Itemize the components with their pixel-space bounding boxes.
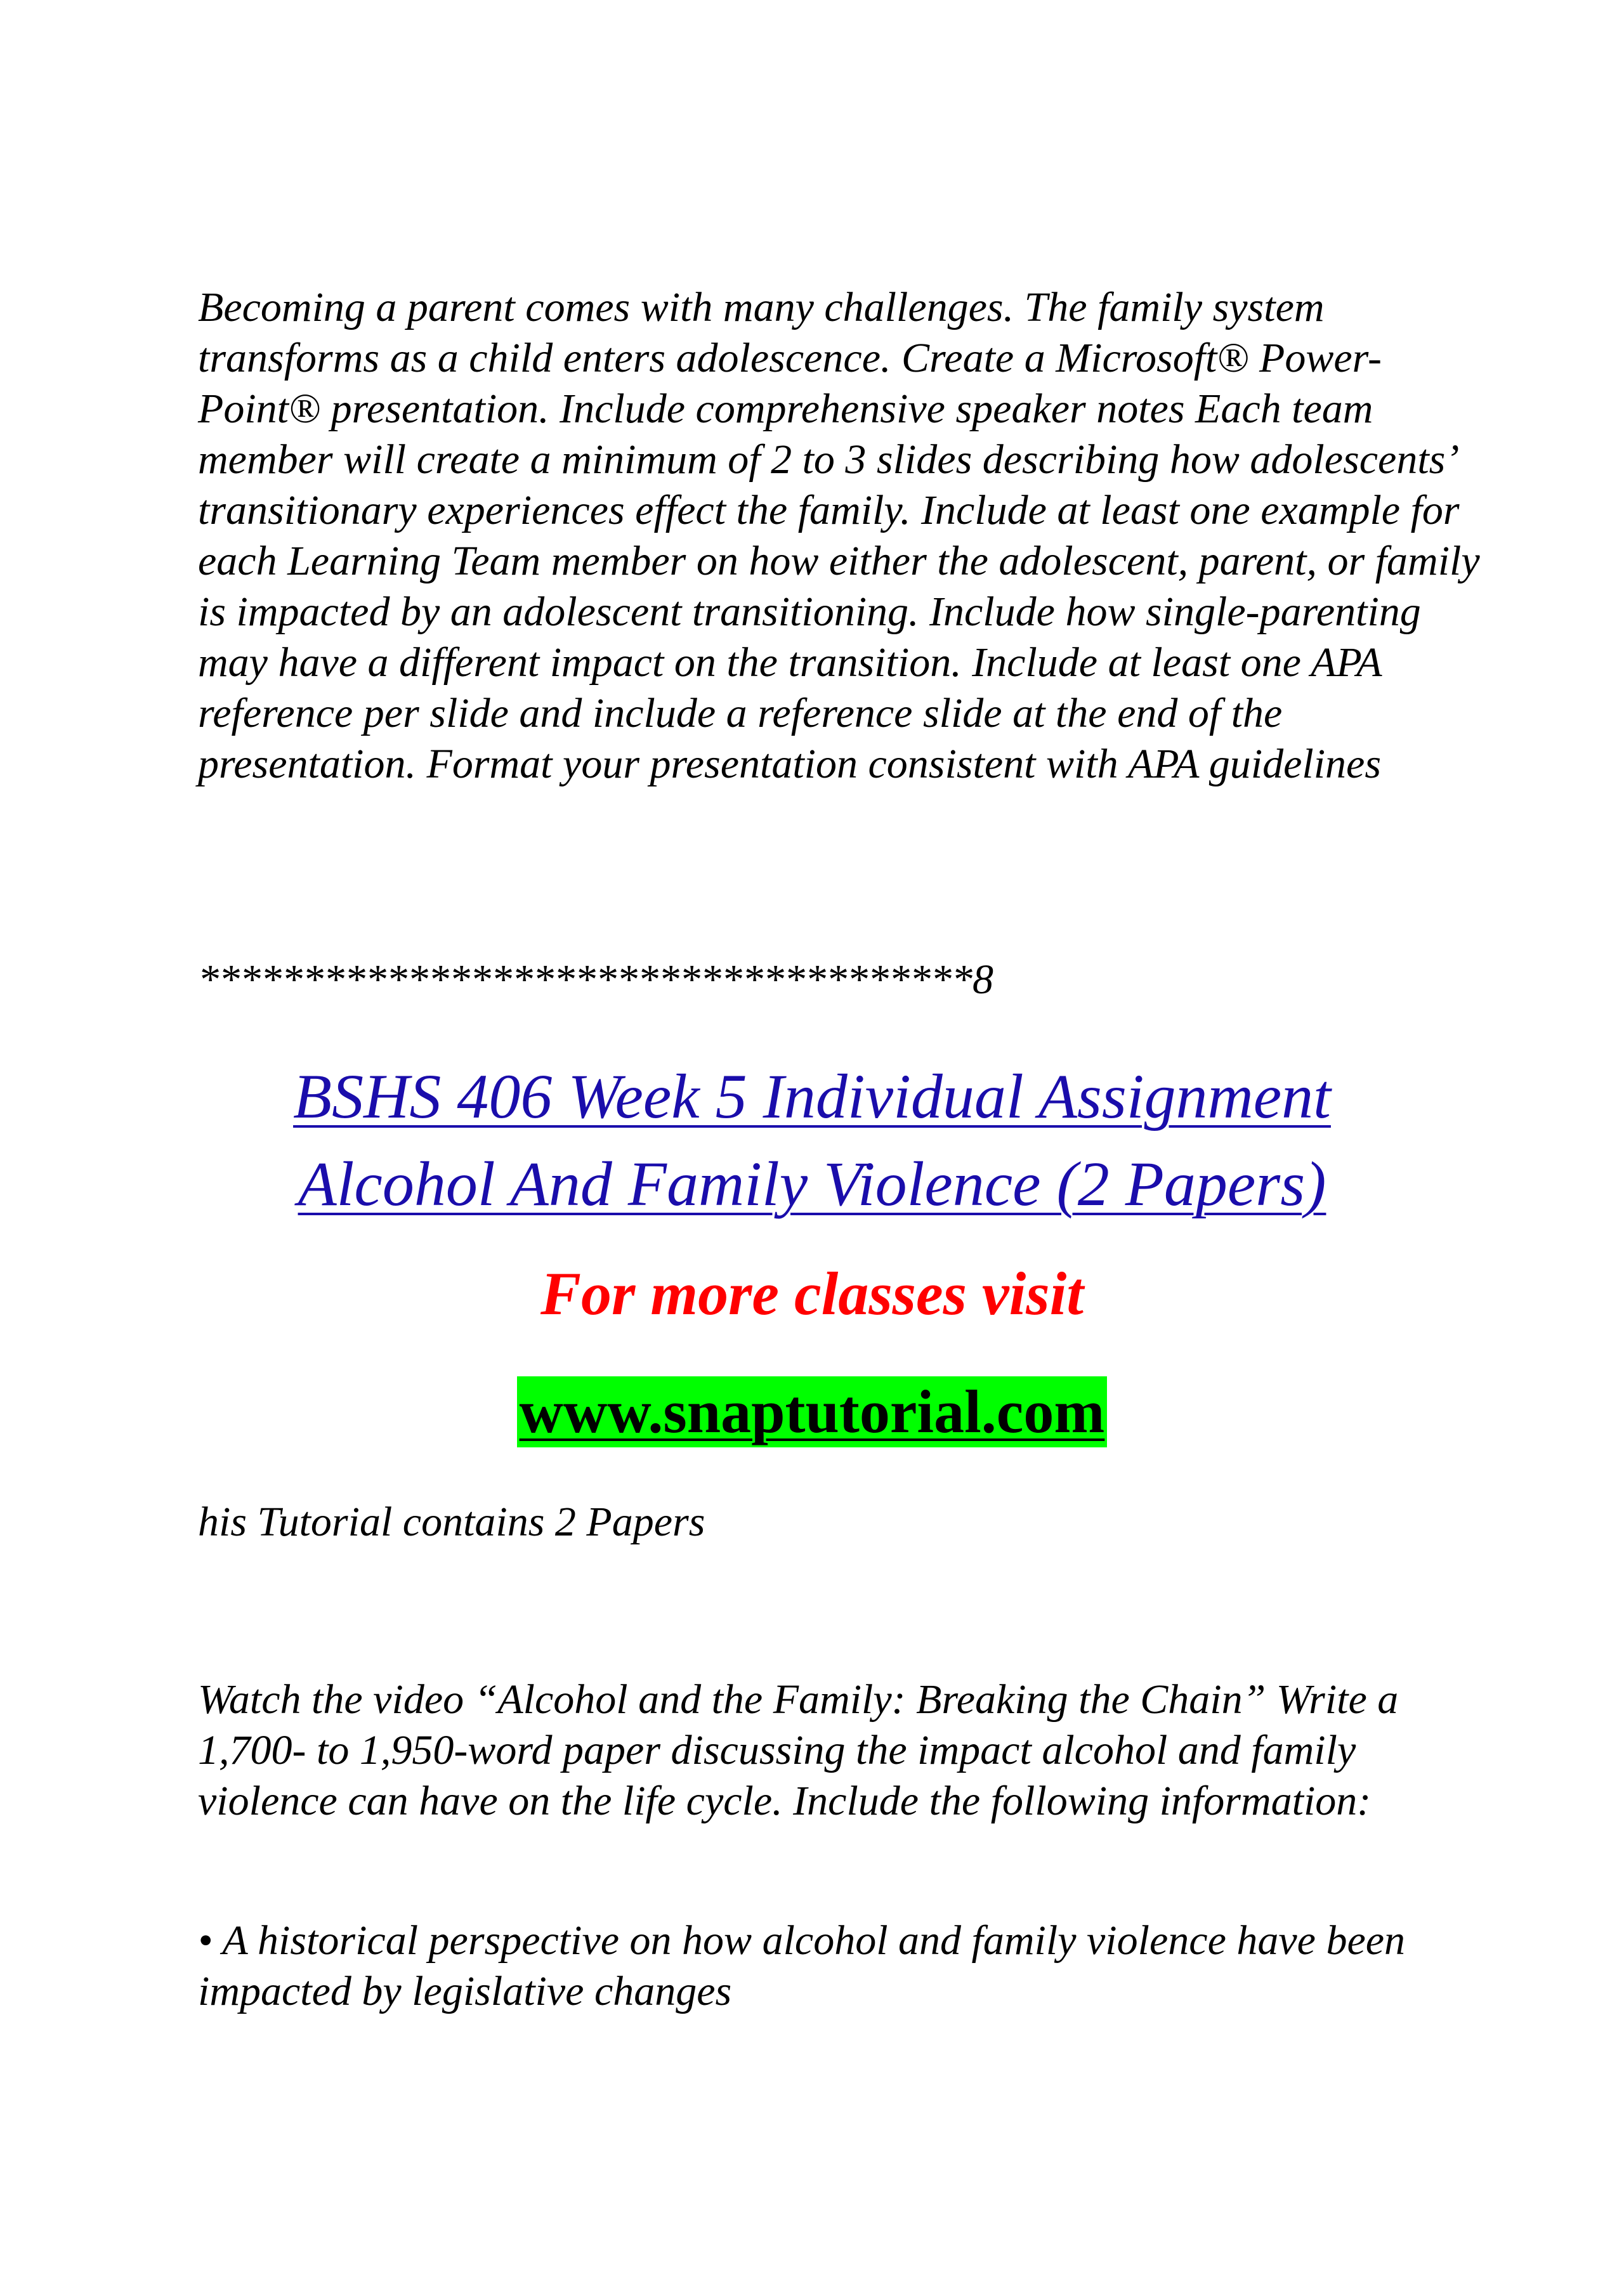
- website-link[interactable]: www.snaptutorial.com: [517, 1376, 1108, 1447]
- task-paragraph: Watch the video “Alcohol and the Family: Breaking the Chain” Write a 1,700- to 1,950-word paper discussing the impact alcohol and family violence can have on the life cycle. Include the following information:: [198, 1676, 1399, 1824]
- intro-paragraph: Becoming a parent comes with many challenges. The family system transforms as a child enters adolescence. Create a Microsoft® Power-Point® presentation. Include comprehensive speaker notes Each team member will create a minimum of 2 to 3 slides describing how adolescents’ transitionary experiences effect the family. Include at least one example for each Learning Team member on how either the adolescent, parent, or family is impacted by an adolescent transitioning. Include how single-parenting may have a different impact on the transition. Include at least one APA reference per slide and include a reference slide at the end of the presentation. Format your presentation consistent with APA guidelines: [198, 284, 1480, 787]
- assignment-title-link[interactable]: [0, 1053, 1624, 1228]
- tutorial-note: his Tutorial contains 2 Papers: [198, 1499, 705, 1545]
- title-line-1: BSHS 406 Week 5 Individual Assignment: [293, 1061, 1331, 1132]
- title-line-2: Alcohol And Family Violence (2 Papers): [298, 1149, 1326, 1219]
- separator-line: *************************************8: [198, 956, 993, 1003]
- bullet-item: • A historical perspective on how alcohol and family violence have been impacted by legislative changes: [198, 1917, 1406, 2014]
- website-banner: [0, 1376, 1624, 1447]
- promo-heading: For more classes visit: [540, 1260, 1084, 1327]
